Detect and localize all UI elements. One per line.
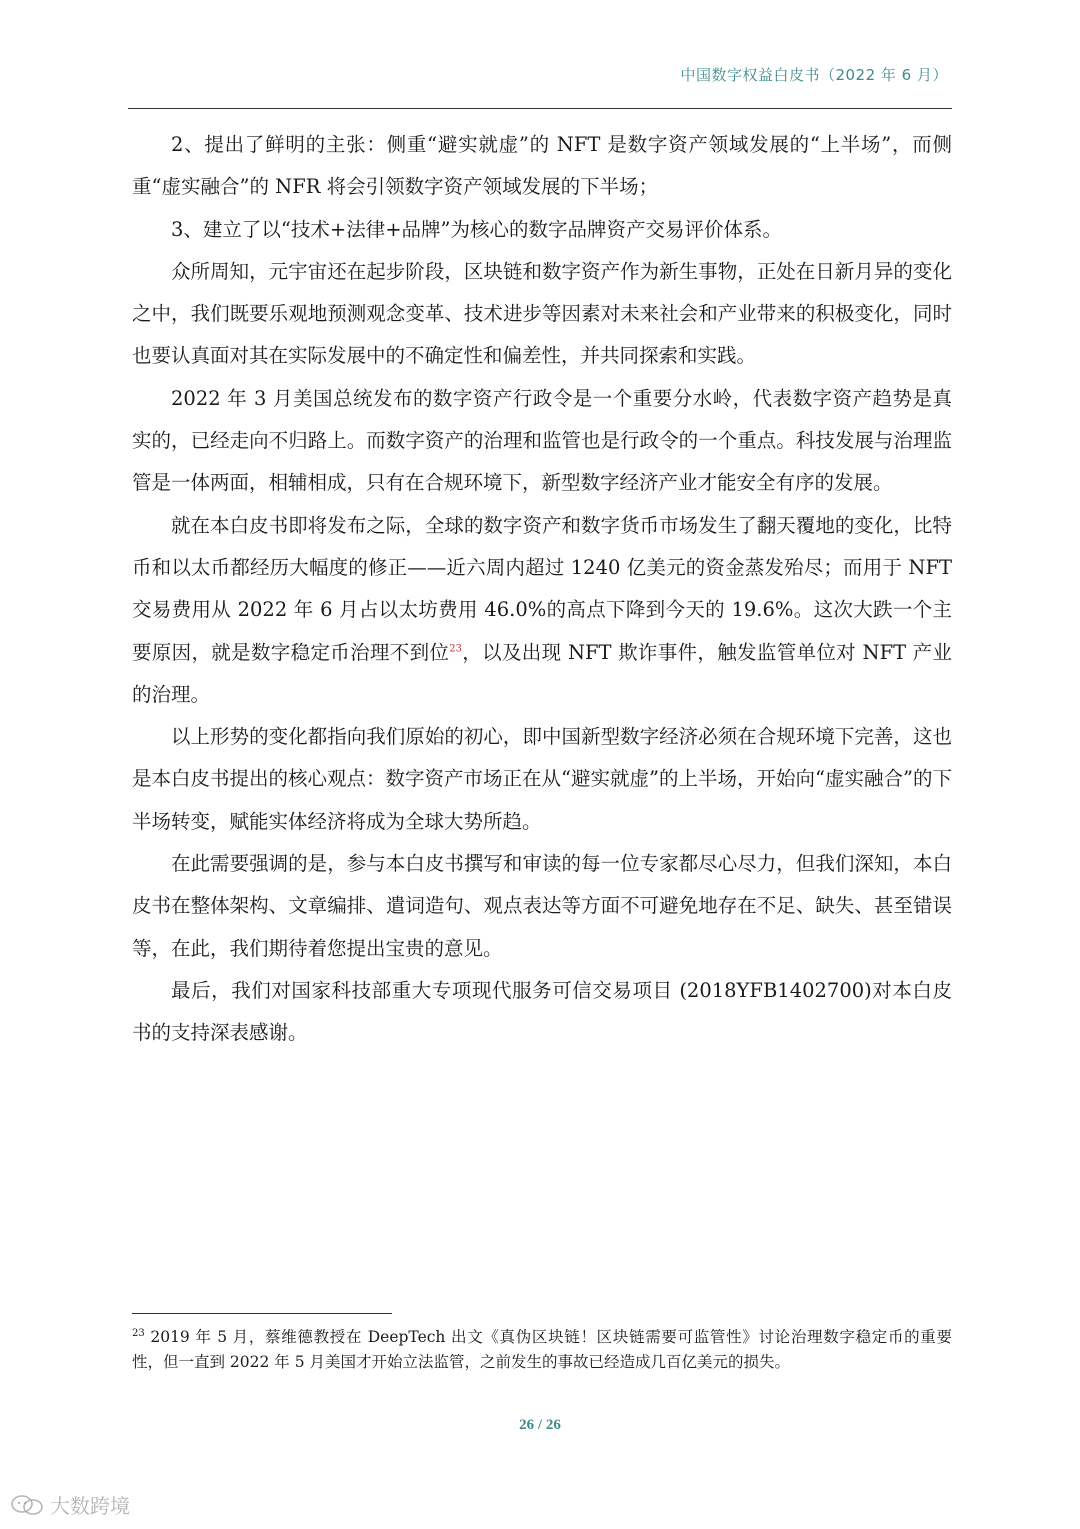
footnote-reference[interactable]: 23	[449, 643, 462, 655]
watermark-text: 大数跨境	[50, 1494, 130, 1518]
footnote-mark: 23	[132, 1327, 145, 1339]
footnote-divider	[132, 1313, 392, 1314]
footnote-text: 2019 年 5 月，蔡维德教授在 DeepTech 出文《真伪区块链！区块链需要可监管性》讨论治理数字稳定币的重要性，但一直到 2022 年 5 月美国才开始立法监管，之前发生的事故已经造成几百亿美元的损失。	[132, 1328, 952, 1371]
paragraph-5	[132, 505, 952, 716]
page-number: 26 / 26	[519, 1417, 561, 1433]
paragraph-5-text-a: 就在本白皮书即将发布之际，全球的数字资产和数字货币市场发生了翻天覆地的变化，比特币和以太币都经历大幅度的修正——近六周内超过 1240 亿美元的资金蒸发殆尽；而用于 NFT 交易费用从 2022 年 6 月占以太坊费用 46.0%的高点下降到今天的 19.6%。这次大跌一个主要原因，就是数字稳定币治理不到位	[132, 513, 952, 664]
watermark	[10, 1490, 130, 1519]
paragraph-2: 3、建立了以“技术+法律+品牌”为核心的数字品牌资产交易评价体系。	[171, 217, 783, 241]
paragraph-3: 众所周知，元宇宙还在起步阶段，区块链和数字资产作为新生事物，正处在日新月异的变化之中，我们既要乐观地预测观念变革、技术进步等因素对未来社会和产业带来的积极变化，同时也要认真面对其在实际发展中的不确定性和偏差性，并共同探索和实践。	[132, 259, 952, 368]
document-header-title: 中国数字权益白皮书（2022 年 6 月）	[680, 66, 948, 84]
wechat-bubble-icon	[10, 1493, 44, 1517]
paragraph-8: 最后，我们对国家科技部重大专项现代服务可信交易项目 (2018YFB1402700)对本白皮书的支持深表感谢。	[132, 978, 952, 1045]
footnote	[132, 1325, 952, 1375]
document-body	[132, 124, 952, 1055]
paragraph-1: 2、提出了鲜明的主张：侧重“避实就虚”的 NFT 是数字资产领域发展的“上半场”，而侧重“虚实融合”的 NFR 将会引领数字资产领域发展的下半场；	[132, 133, 952, 199]
paragraph-5-text-b: ，以及出现 NFT 欺诈事件，触发监管单位对 NFT 产业的治理。	[132, 640, 952, 706]
paragraph-6: 以上形势的变化都指向我们原始的初心，即中国新型数字经济必须在合规环境下完善，这也是本白皮书提出的核心观点：数字资产市场正在从“避实就虚”的上半场，开始向“虚实融合”的下半场转变，赋能实体经济将成为全球大势所趋。	[132, 725, 952, 833]
header-divider	[128, 108, 952, 109]
paragraph-4: 2022 年 3 月美国总统发布的数字资产行政令是一个重要分水岭，代表数字资产趋势是真实的，已经走向不归路上。而数字资产的治理和监管也是行政令的一个重点。科技发展与治理监管是一体两面，相辅相成，只有在合规环境下，新型数字经济产业才能安全有序的发展。	[132, 386, 952, 495]
paragraph-7: 在此需要强调的是，参与本白皮书撰写和审读的每一位专家都尽心尽力，但我们深知，本白皮书在整体架构、文章编排、遣词造句、观点表达等方面不可避免地存在不足、缺失、甚至错误等，在此，我们期待着您提出宝贵的意见。	[132, 852, 952, 960]
